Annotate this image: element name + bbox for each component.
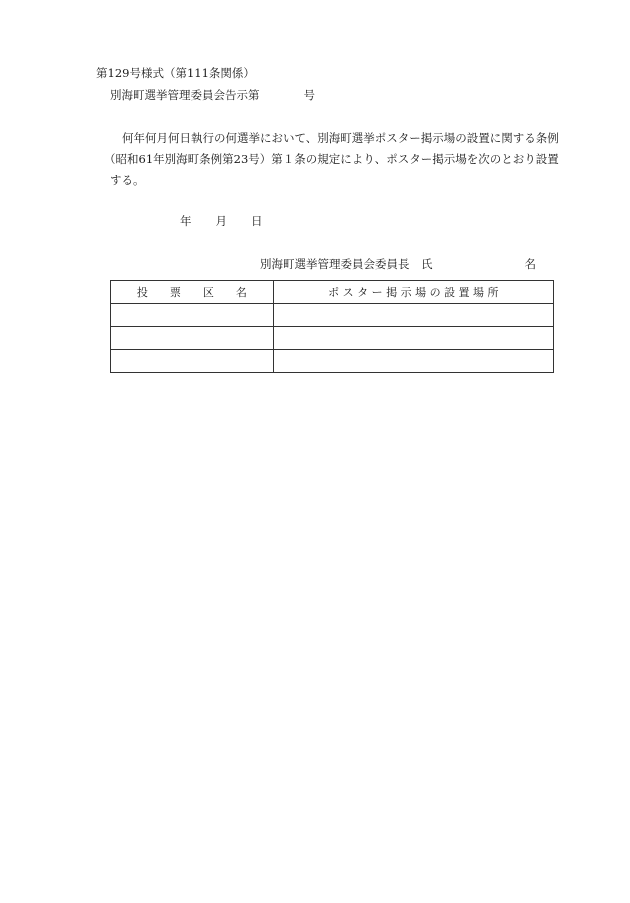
table-cell-district: [111, 304, 274, 327]
table-cell-location: [273, 350, 553, 373]
table-row: [111, 304, 554, 327]
date-month: 月: [215, 214, 227, 228]
chairperson-line: [260, 257, 536, 271]
date-line: [180, 214, 263, 228]
date-year: 年: [180, 214, 192, 228]
chairperson-name-suffix: 名: [524, 257, 536, 271]
notice-suffix: 号: [303, 88, 315, 102]
chairperson-title: 別海町選挙管理委員会委員長 氏: [260, 257, 433, 271]
date-day: 日: [251, 214, 263, 228]
table-cell-location: [273, 304, 553, 327]
table-header-row: [111, 281, 554, 304]
table-cell-location: [273, 327, 553, 350]
table-row: [111, 350, 554, 373]
poster-site-table: [110, 280, 554, 373]
form-number: 第129号様式（第111条関係）: [96, 66, 255, 80]
header-poster-location: ポ ス タ ー 掲 示 場 の 設 置 場 所: [273, 281, 553, 304]
body-line-3: する。: [110, 173, 145, 187]
body-paragraph: [104, 128, 560, 191]
body-line-2: （昭和61年別海町条例第23号）第１条の規定により、ポスター掲示場を次のとおり設置: [104, 152, 559, 166]
notice-number-line: [110, 88, 315, 102]
table-cell-district: [111, 327, 274, 350]
table-cell-district: [111, 350, 274, 373]
notice-prefix: 別海町選挙管理委員会告示第: [110, 88, 260, 102]
header-voting-district: 投 票 区 名: [111, 281, 274, 304]
table-row: [111, 327, 554, 350]
body-line-1: 何年何月何日執行の何選挙において、別海町選挙ポスター掲示場の設置に関する条例: [122, 131, 559, 145]
